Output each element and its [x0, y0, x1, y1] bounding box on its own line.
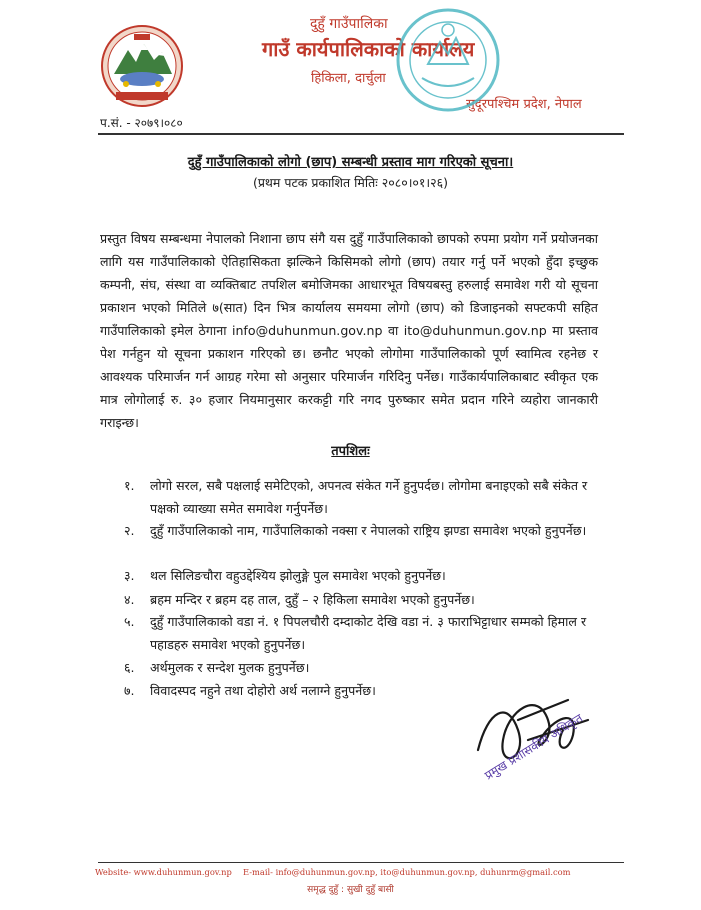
official-stamp-seal	[392, 4, 504, 116]
list-item-number: २.	[124, 523, 135, 538]
notice-body: प्रस्तुत विषय सम्बन्धमा नेपालको निशाना छाप संगै यस दुहुँ गाउँपालिकाको छापको रुपमा प्रयोग गर्ने प्रयोजनका लागि यस गाउँपालिकाको ऐतिहासिकता झल्किने किसिमको लोगो (छाप) तयार गर्नु पर्ने भएको हुँदा इच्छुक कम्पनी, संघ, संस्था वा व्यक्तिबाट तपशिल बमोजिमका आधारभूत विषयबस्तु हरुलाई समावेश गरी यो सूचना प्रकाशन भएको मितिले ७(सात) दिन भित्र कार्यालय समयमा लोगो (छाप) को डिजाइनको सफ्टकपी सहित गाउँपालिकाको इमेल ठेगाना info@duhunmun.gov.np वा ito@duhunmun.gov.np मा प्रस्ताव पेश गर्नहुन यो सूचना प्रकाशन गरिएको छ। छनौट भएको लोगोमा गाउँपालिकाको पूर्ण स्वामित्व रहनेछ र आवश्यक परिमार्जन गर्न आग्रह गरेमा सो अनुसार परिमार्जन गरिदिनु पर्नेछ। गाउँकार्यपालिकाबाट स्वीकृत एक मात्र लोगोलाई रु. ३० हजार नियमानुसार करकट्टी गरि नगद पुरुष्कार समेत प्रदान गरिने व्यहोरा जानकारी गराइन्छ।	[100, 231, 598, 430]
signature-block	[458, 680, 618, 790]
province-address: सुदूरपश्चिम प्रदेश, नेपाल	[466, 97, 582, 112]
publication-date: (प्रथम पटक प्रकाशित मितिः २०८०।०१।२६)	[252, 175, 449, 190]
nepal-emblem-logo	[96, 22, 188, 112]
footer-divider	[98, 862, 624, 863]
list-item	[124, 588, 594, 611]
list-item-text: लोगो सरल, सबै पक्षलाई समेटिएको, अपनत्व संकेत गर्ने हुनुपर्दछ। लोगोमा बनाइएको सबै संकेत र पक्षको व्याख्या समेत समावेश गर्नुपर्नेछ।	[150, 478, 588, 516]
list-item	[124, 656, 594, 679]
list-item-number: ७.	[124, 683, 135, 698]
office-name: दुहुँ गाउँपालिका	[310, 16, 388, 32]
list-item-number: ५.	[124, 614, 135, 629]
list-item-text: ब्रहम मन्दिर र ब्रहम दह ताल, दुहुँ – २ हिकिला समावेश भएको हुनुपर्नेछ।	[150, 592, 475, 607]
list-item-text: अर्थमुलक र सन्देश मुलक हुनुपर्नेछ।	[150, 660, 310, 675]
list-item-text: दुहुँ गाउँपालिकाको वडा नं. १ पिपलचौरी दम्दाकोट देखि वडा नं. ३ फाराभिट्टाधार सम्मको हिमाल र पहाडहरु समावेश भएको हुनुपर्नेछ।	[150, 614, 587, 652]
signatory-title: प्रमुख प्रशासकीय अधिकृत	[482, 710, 586, 783]
list-item-number: ६.	[124, 660, 135, 675]
list-item	[124, 610, 594, 656]
list-item	[124, 564, 594, 587]
list-item	[124, 519, 594, 542]
notice-subject: दुहुँ गाउँपालिकाको लोगो (छाप) सम्बन्धी प्रस्ताव माग गरिएको सूचना।	[187, 155, 514, 170]
list-item	[124, 474, 594, 520]
list-item-text: दुहुँ गाउँपालिकाको नाम, गाउँपालिकाको नक्सा र नेपालको राष्ट्रिय झण्डा समावेश भएको हुनुपर्नेछ।	[150, 523, 587, 538]
list-item-text: थल सिलिङचौरा वहुउद्देश्यिय झोलुङ्गे पुल समावेश भएको हुनुपर्नेछ।	[150, 568, 446, 583]
office-title: गाउँ कार्यपालिकाको कार्यालय	[262, 37, 475, 61]
list-heading: तपशिलः	[331, 444, 370, 459]
list-item-number: ४.	[124, 592, 135, 607]
list-item-text: विवादस्पद नहुने तथा दोहोरो अर्थ नलाग्ने हुनुपर्नेछ।	[150, 683, 376, 698]
footer-slogan: समृद्ध दुहुँ : सुखी दुहुँ बासी	[307, 885, 394, 895]
list-item-number: ३.	[124, 568, 135, 583]
reference-number: प.सं. - २०७९।०८०	[100, 116, 183, 130]
footer-email: E-mail- info@duhunmun.gov.np, ito@duhunmun.gov.np, duhunrm@gmail.com	[243, 867, 571, 877]
header-divider	[98, 133, 624, 135]
list-item-number: १.	[124, 478, 135, 493]
office-address: हिकिला, दार्चुला	[311, 71, 386, 86]
footer-website: Website- www.duhunmun.gov.np	[95, 867, 232, 877]
